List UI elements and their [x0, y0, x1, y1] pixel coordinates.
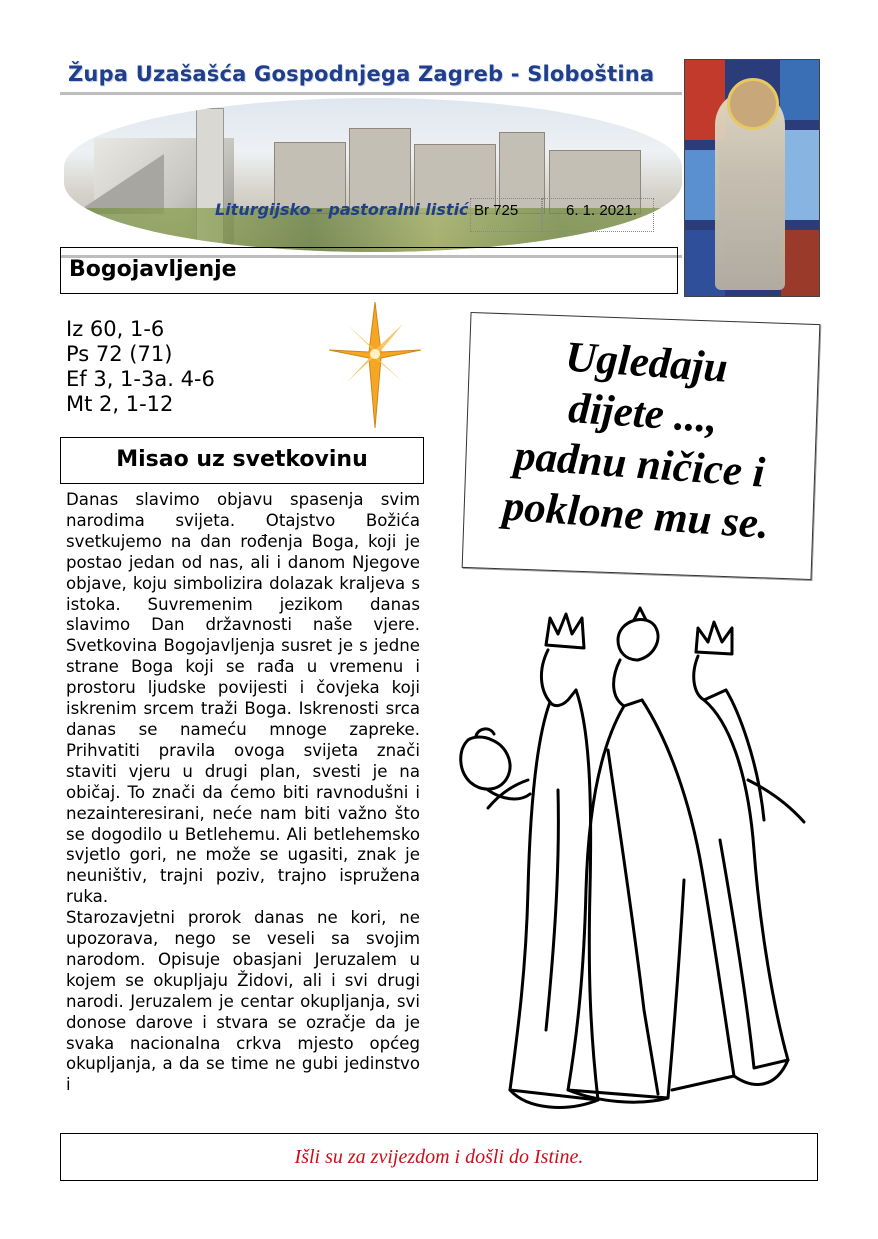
quote-line: dijete ...,: [566, 384, 720, 443]
stained-glass-window: [684, 59, 820, 297]
glass-pane: [780, 60, 820, 120]
article-body: [66, 490, 420, 1116]
issue-date: 6. 1. 2021.: [542, 198, 654, 232]
issue-number: Br 725: [470, 198, 542, 232]
reading-item: Ps 72 (71): [66, 342, 173, 366]
feast-title: Bogojavljenje: [69, 257, 237, 282]
article-paragraph: Starozavjetni prorok danas ne kori, ne upozorava, nego se veseli sa svojim narodom. Opisuje obasjani Jeruzalem u kojem se okupljaju Židovi, ali i svi drugi narodi. Jeruzalem je centar okupljanja, svi donose darove i stvara se ozračje da je svaka nacionalna crkva mjesto općeg okupljanja, a da se time ne gubi jedinstvo i: [66, 908, 420, 1095]
reading-item: Mt 2, 1-12: [66, 392, 174, 416]
parish-name: Župa Uzašašća Gospodnjega Zagreb - Sloboština: [68, 62, 655, 86]
quote-line: poklone mu se.: [501, 482, 771, 549]
footer-box: [60, 1133, 818, 1181]
article-heading-box: [60, 437, 424, 484]
three-kings-illustration: [458, 590, 820, 1120]
article-paragraph: Danas slavimo objavu spasenja svim narodima svijeta. Otajstvo Božića svetkujemo na dan rođenja Boga, koji je postao jedan od nas, ali i danom Njegove objave, koju simbolizira dolazak kraljeva s istoka. Suvremenim jezikom danas slavimo Dan državnosti naše vjere. Svetkovina Bogojavljenja susret je s jedne strane Boga koji se rađa u vremenu i prostoru ljudske povijesti i čovjeka koji iskrenim srcem traži Boga. Iskrenosti srca danas se nameću mnoge zapreke. Prihvatiti pravila ovoga svijeta znači staviti vjeru u drugi plan, svesti je na običaj. To znači da ćemo biti ravnodušni i nezainteresirani, neće nam biti važno što se dogodilo u Betlehemu. Ali betlehemsko svjetlo gori, ne može se ugasiti, znak je neuništiv, trajni poziv, trajno ispružena ruka.: [66, 490, 420, 907]
star-icon: [325, 300, 425, 430]
church-roof: [74, 154, 164, 214]
quote-line: padnu ničice i: [512, 432, 767, 497]
quote-card: [462, 312, 821, 580]
glass-pane: [781, 230, 819, 296]
feast-title-box: [60, 247, 678, 294]
header-banner: [60, 58, 682, 258]
footer-motto: Išli su za zvijezdom i došli do Istine.: [294, 1146, 584, 1168]
quote-line: Ugledaju: [563, 333, 730, 392]
readings-list: [66, 317, 215, 417]
bulletin-subtitle: Liturgijsko - pastoralni listić: [215, 200, 469, 219]
quote-text: [461, 325, 822, 553]
reading-item: Iz 60, 1-6: [66, 317, 165, 341]
glass-pane: [785, 130, 819, 220]
reading-item: Ef 3, 1-3a. 4-6: [66, 367, 215, 391]
glass-pane: [685, 150, 719, 220]
article-heading: Misao uz svetkovinu: [116, 447, 368, 472]
halo: [727, 78, 779, 130]
